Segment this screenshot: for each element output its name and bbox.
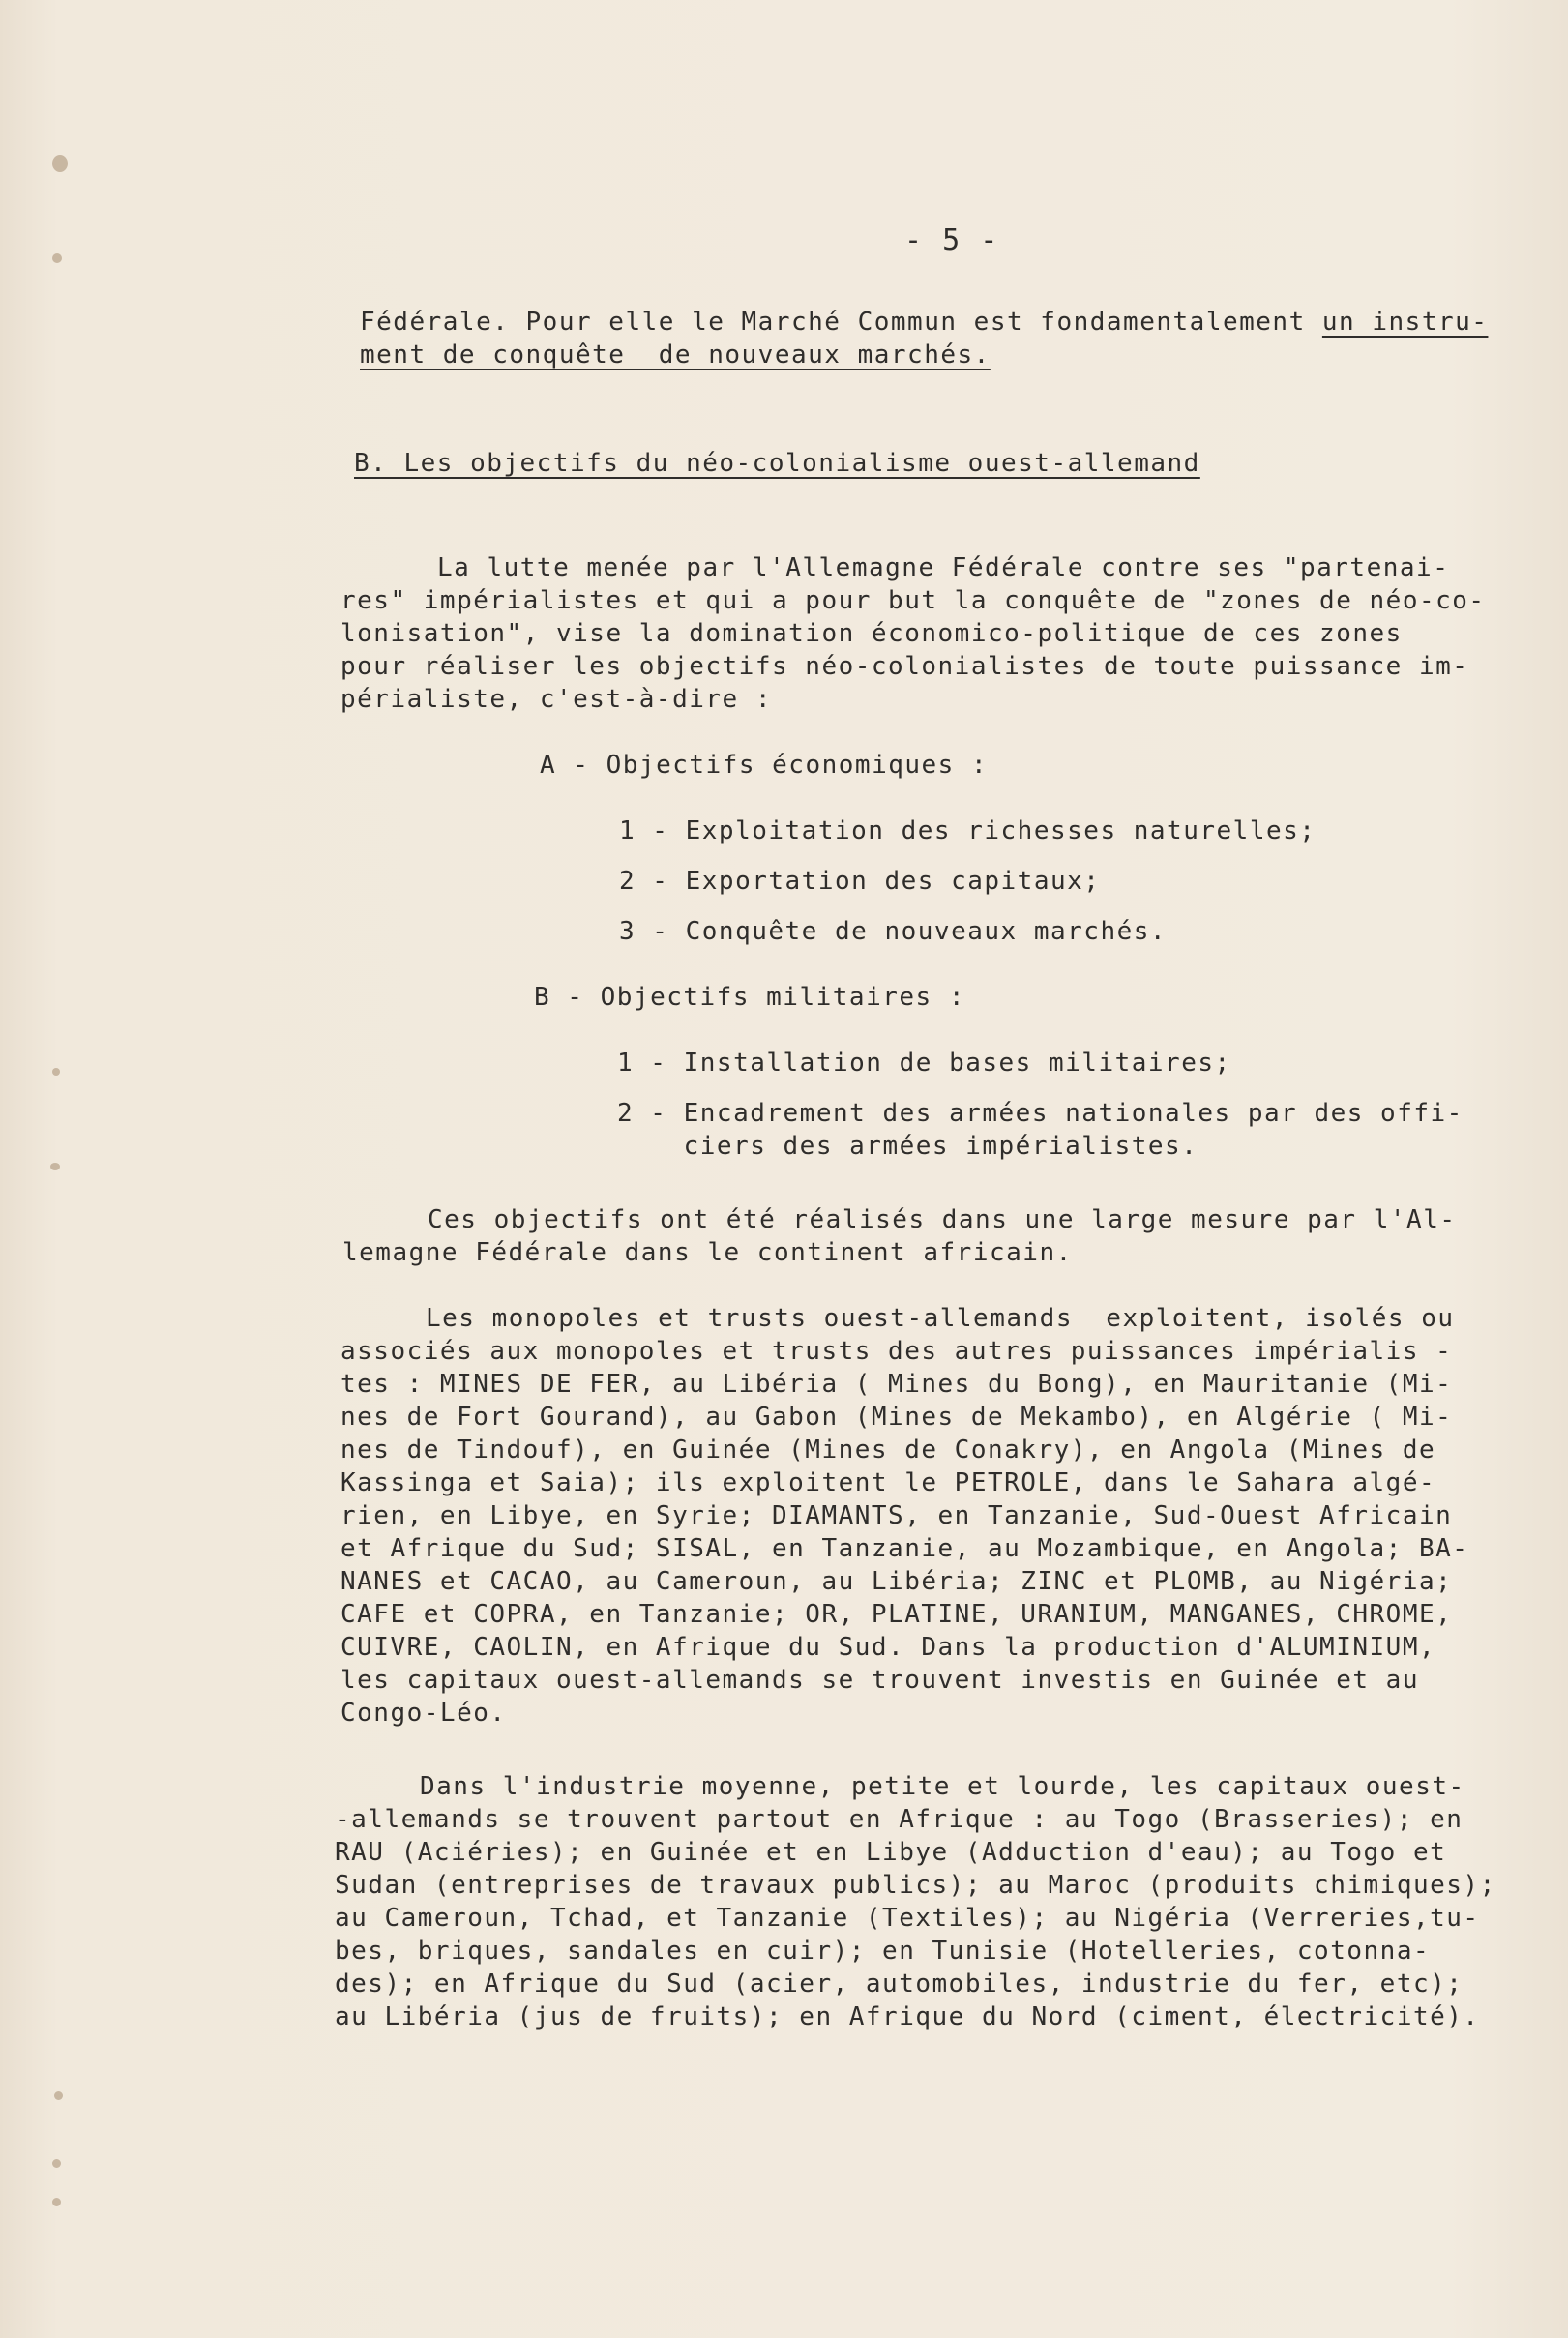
paragraph-line: au Cameroun, Tchad, et Tanzanie (Textiles); au Nigéria (Verreries,tu- bbox=[335, 1904, 1480, 1933]
paragraph-line: CAFE et COPRA, en Tanzanie; OR, PLATINE, URANIUM, MANGANES, CHROME, bbox=[340, 1600, 1453, 1629]
paragraph-line: Sudan (entreprises de travaux publics); au Maroc (produits chimiques); bbox=[335, 1871, 1496, 1900]
list-item: ciers des armées impérialistes. bbox=[617, 1132, 1198, 1161]
paragraph-line: Congo-Léo. bbox=[340, 1699, 507, 1728]
paragraph-line: Kassinga et Saia); ils exploitent le PETROLE, dans le Sahara algé- bbox=[340, 1468, 1436, 1497]
intro-underlined-text: un instru- bbox=[1321, 308, 1489, 337]
paragraph-line: RAU (Aciéries); en Guinée et en Libye (Adduction d'eau); au Togo et bbox=[335, 1838, 1447, 1867]
paragraph-line: CUIVRE, CAOLIN, en Afrique du Sud. Dans la production d'ALUMINIUM, bbox=[340, 1633, 1436, 1662]
paragraph-line: lemagne Fédérale dans le continent africain. bbox=[342, 1238, 1073, 1267]
paragraph-line: Dans l'industrie moyenne, petite et lourde, les capitaux ouest- bbox=[420, 1772, 1465, 1801]
paragraph-line: -allemands se trouvent partout en Afrique : au Togo (Brasseries); en bbox=[335, 1805, 1464, 1834]
paragraph-line: tes : MINES DE FER, au Libéria ( Mines du Bong), en Mauritanie (Mi- bbox=[340, 1370, 1453, 1399]
paragraph-line: res" impérialistes et qui a pour but la conquête de "zones de néo-co- bbox=[340, 586, 1486, 615]
paragraph-line: lonisation", vise la domination économico-politique de ces zones bbox=[340, 619, 1403, 648]
punch-hole-mark bbox=[52, 2198, 61, 2206]
paragraph-line: associés aux monopoles et trusts des autres puissances impérialis - bbox=[340, 1337, 1453, 1366]
paragraph-line: périaliste, c'est-à-dire : bbox=[340, 685, 772, 714]
section-heading: B. Les objectifs du néo-colonialisme ouest-allemand bbox=[354, 449, 1200, 478]
list-heading-military: B - Objectifs militaires : bbox=[534, 983, 965, 1012]
paragraph-line: Les monopoles et trusts ouest-allemands exploitent, isolés ou bbox=[426, 1304, 1455, 1333]
intro-text: Fédérale. Pour elle le Marché Commun est fondamentalement bbox=[360, 308, 1322, 337]
list-item: 1 - Installation de bases militaires; bbox=[617, 1049, 1231, 1078]
paragraph-line: au Libéria (jus de fruits); en Afrique du Nord (ciment, électricité). bbox=[335, 2002, 1480, 2031]
paragraph-line: pour réaliser les objectifs néo-colonialistes de toute puissance im- bbox=[340, 652, 1469, 681]
intro-line bbox=[360, 306, 1488, 339]
paragraph-line: bes, briques, sandales en cuir); en Tunisie (Hotelleries, cotonna- bbox=[335, 1937, 1431, 1966]
list-item: 1 - Exploitation des richesses naturelles; bbox=[619, 816, 1317, 845]
punch-hole-mark bbox=[52, 253, 62, 263]
list-heading-economic: A - Objectifs économiques : bbox=[540, 751, 989, 780]
paragraph-line: et Afrique du Sud; SISAL, en Tanzanie, au Mozambique, en Angola; BA- bbox=[340, 1534, 1469, 1563]
list-item: 2 - Encadrement des armées nationales par des offi- bbox=[617, 1099, 1464, 1128]
intro-line-underlined: ment de conquête de nouveaux marchés. bbox=[360, 340, 991, 370]
punch-hole-mark bbox=[50, 1163, 60, 1170]
paragraph-line: des); en Afrique du Sud (acier, automobiles, industrie du fer, etc); bbox=[335, 1969, 1464, 1998]
punch-hole-mark bbox=[52, 2159, 61, 2168]
paragraph-line: les capitaux ouest-allemands se trouvent investis en Guinée et au bbox=[340, 1666, 1419, 1695]
punch-hole-mark bbox=[52, 1068, 60, 1076]
list-item: 3 - Conquête de nouveaux marchés. bbox=[619, 917, 1168, 946]
punch-hole-mark bbox=[54, 2091, 63, 2100]
paragraph-line: NANES et CACAO, au Cameroun, au Libéria; ZINC et PLOMB, au Nigéria; bbox=[340, 1567, 1453, 1596]
paragraph-line: nes de Fort Gourand), au Gabon (Mines de Mekambo), en Algérie ( Mi- bbox=[340, 1403, 1453, 1432]
page-number: - 5 - bbox=[904, 223, 999, 257]
paragraph-line: La lutte menée par l'Allemagne Fédérale contre ses "partenai- bbox=[437, 553, 1450, 582]
list-item: 2 - Exportation des capitaux; bbox=[619, 867, 1101, 896]
paragraph-line: nes de Tindouf), en Guinée (Mines de Conakry), en Angola (Mines de bbox=[340, 1435, 1436, 1465]
paragraph-line: Ces objectifs ont été réalisés dans une large mesure par l'Al- bbox=[428, 1205, 1457, 1234]
paragraph-line: rien, en Libye, en Syrie; DIAMANTS, en Tanzanie, Sud-Ouest Africain bbox=[340, 1501, 1453, 1530]
punch-hole-mark bbox=[52, 155, 68, 172]
